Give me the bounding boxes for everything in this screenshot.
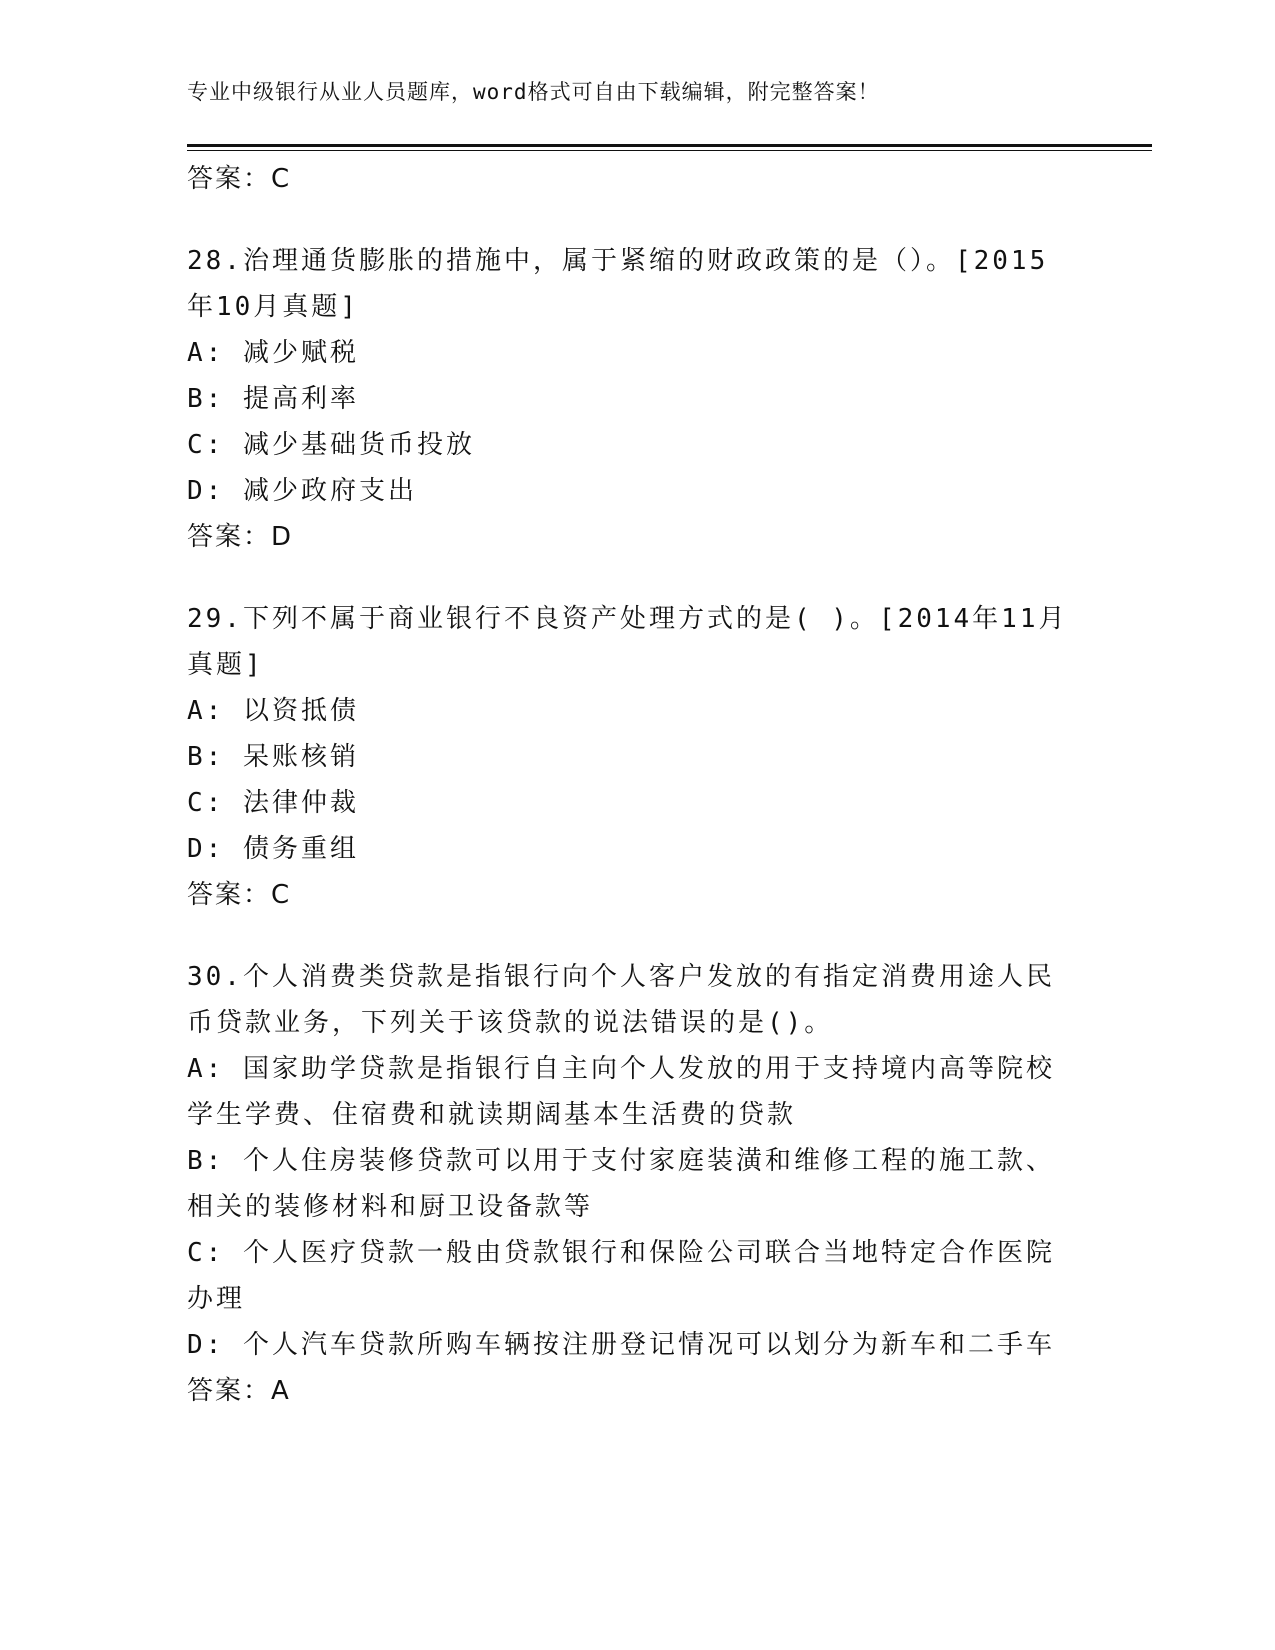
header-divider-thin	[187, 150, 1152, 151]
answer-line: 答案：D	[187, 522, 294, 552]
question-28	[187, 238, 1077, 560]
option-b: B: 呆账核销	[187, 742, 359, 772]
question-text: 29.下列不属于商业银行不良资产处理方式的是( )。[2014年11月真题]	[187, 604, 1068, 680]
option-b: B: 个人住房装修贷款可以用于支付家庭装潢和维修工程的施工款、相关的装修材料和厨卫设备款等	[187, 1146, 1055, 1222]
question-text: 28.治理通货膨胀的措施中，属于紧缩的财政政策的是（）。[2015年10月真题]	[187, 246, 1049, 322]
page-header: 专业中级银行从业人员题库，word格式可自由下载编辑，附完整答案！	[187, 80, 880, 104]
question-text: 30.个人消费类贷款是指银行向个人客户发放的有指定消费用途人民币贷款业务，下列关于该贷款的说法错误的是()。	[187, 962, 1055, 1038]
option-b: B: 提高利率	[187, 384, 359, 414]
header-divider-thick	[187, 144, 1152, 147]
option-a: A: 国家助学贷款是指银行自主向个人发放的用于支持境内高等院校学生学费、住宿费和就读期阔基本生活费的贷款	[187, 1054, 1055, 1130]
option-c: C: 法律仲裁	[187, 788, 359, 818]
answer-line: 答案：A	[187, 1376, 291, 1406]
question-29	[187, 596, 1077, 918]
option-c: C: 减少基础货币投放	[187, 430, 475, 460]
option-d: D: 债务重组	[187, 834, 359, 864]
option-c: C: 个人医疗贷款一般由贷款银行和保险公司联合当地特定合作医院办理	[187, 1238, 1055, 1314]
document-body	[187, 156, 1077, 1414]
answer-line: 答案：C	[187, 880, 292, 910]
question-30	[187, 954, 1077, 1414]
option-a: A: 减少赋税	[187, 338, 359, 368]
option-a: A: 以资抵债	[187, 696, 359, 726]
option-d: D: 减少政府支出	[187, 476, 417, 506]
answer-line: 答案：C	[187, 164, 292, 194]
option-d: D: 个人汽车贷款所购车辆按注册登记情况可以划分为新车和二手车	[187, 1330, 1055, 1360]
